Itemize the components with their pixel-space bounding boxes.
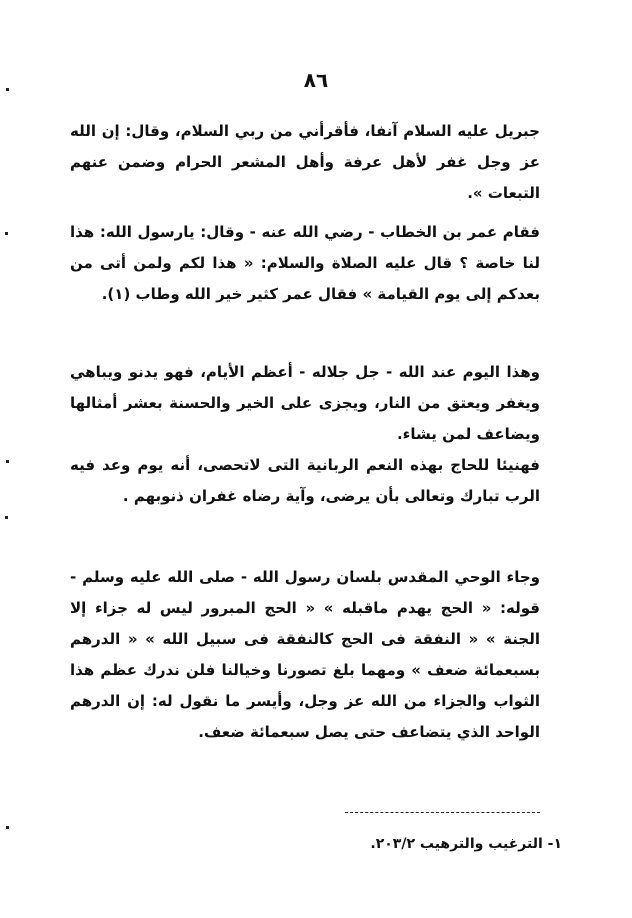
margin-speck [5,232,8,235]
margin-speck [6,826,9,829]
footnote-separator [345,812,540,813]
page-number: ٨٦ [303,68,329,92]
paragraph-text: جبريل عليه السلام آنفا، فأقرأني من ربي السلام، وقال: إن الله عز وجل غفر لأهل عرفة وأهل المشعر الحرام وضمن عنهم التبعات ». [70,122,540,202]
paragraph-text: فقام عمر بن الخطاب - رضي الله عنه - وقال: يارسول الله: هذا لنا خاصة ؟ قال عليه الصلاة والسلام: « هذا لكم ولمن أتى من بعدكم إلى يوم القيامة » فقال عمر كثير خير الله وطاب (١). [70,223,540,303]
margin-speck [6,460,9,463]
paragraph-text: وهذا اليوم عند الله - جل جلاله - أعظم الأيام، فهو يدنو ويباهي ويغفر ويعتق من النار، ويجزى على الخير والحسنة بعشر أمثالها ويضاعف لمن يشاء. [70,363,540,443]
margin-speck [5,516,8,519]
paragraph-revelation [70,562,540,748]
paragraph-continuation [70,116,540,209]
footnote: ١- الترغيب والترهيب ٢٠٣/٢. [370,836,562,852]
paragraph-day-of-arafah [70,357,540,512]
paragraph-umar [70,217,540,310]
paragraph-text: وجاء الوحي المقدس بلسان رسول الله - صلى الله عليه وسلم - قوله: « الحج يهدم ماقبله » « الحج المبرور ليس له جزاء إلا الجنة » « النفقة فى الحج كالنفقة فى سبيل الله » « الدرهم بسبعمائة ضعف » ومهما بلغ تصورنا وخيالنا فلن ندرك عظم هذا الثواب والجزاء من الله عز وجل، وأيسر ما نقول له: إن الدرهم الواحد الذي يتضاعف حتى يصل سبعمائة ضعف. [70,568,540,741]
paragraph-text: فهنيئا للحاج بهذه النعم الربانية التى لاتحصى، أنه يوم وعد فيه الرب تبارك وتعالى بأن يرضى، وآية رضاه غفران ذنوبهم . [70,456,540,505]
margin-speck [6,88,9,91]
